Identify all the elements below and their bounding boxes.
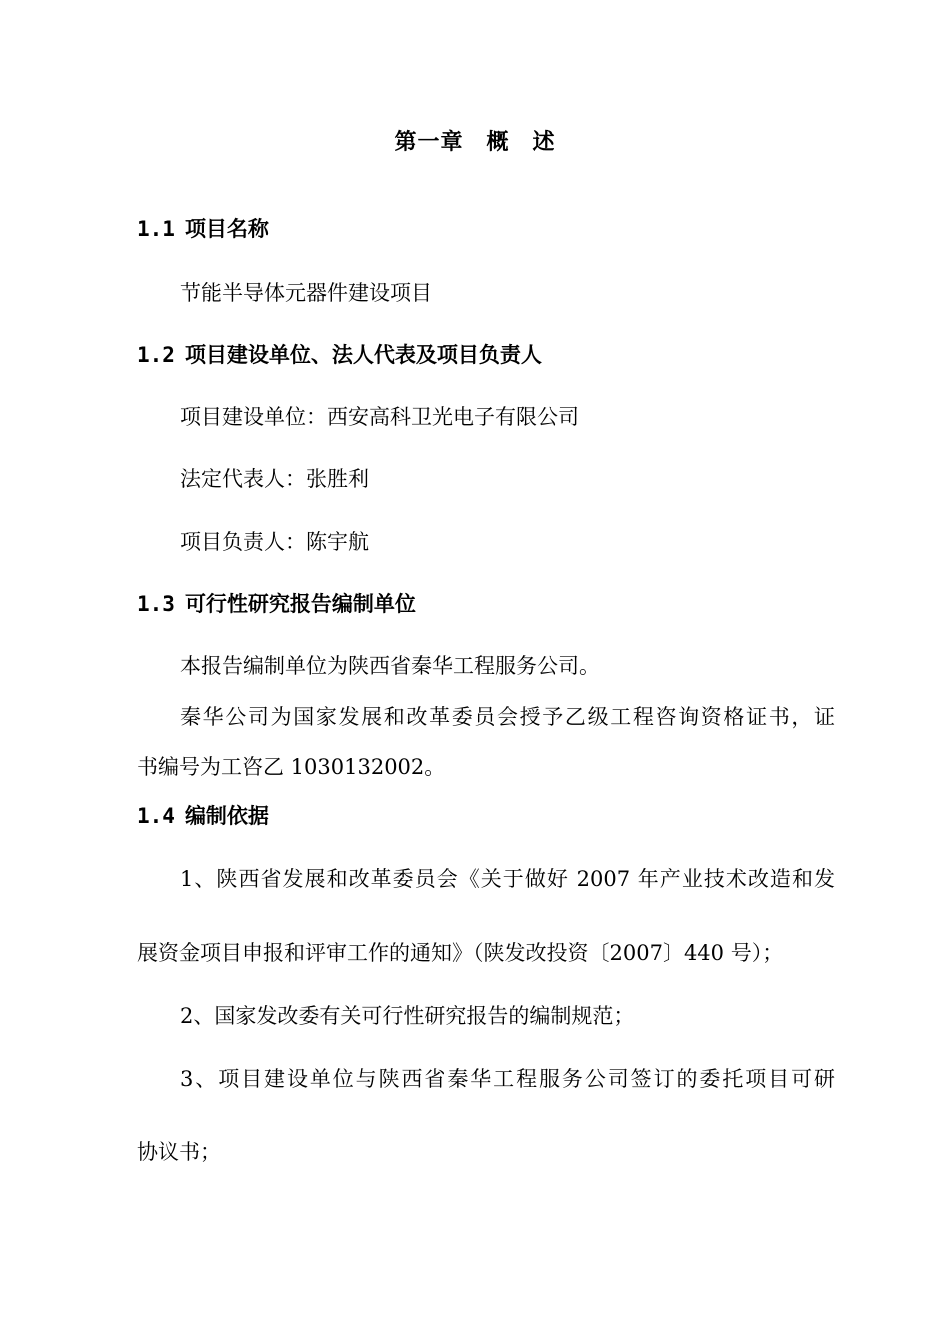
section-title: 可行性研究报告编制单位 — [184, 591, 416, 616]
section-number: 1.2 — [137, 343, 175, 367]
chapter-title: 第一章 概 述 — [394, 129, 556, 155]
section-number: 1.4 — [137, 804, 175, 828]
section-heading-1-3 — [137, 591, 416, 617]
section-number: 1.3 — [137, 592, 175, 616]
paragraph-line: 3、项目建设单位与陕西省秦华工程服务公司签订的委托项目可研 — [180, 1067, 835, 1091]
paragraph: 法定代表人：张胜利 — [180, 467, 369, 491]
section-number: 1.1 — [137, 217, 175, 241]
paragraph: 本报告编制单位为陕西省秦华工程服务公司。 — [180, 654, 600, 678]
paragraph: 节能半导体元器件建设项目 — [180, 281, 432, 305]
paragraph-line: 秦华公司为国家发展和改革委员会授予乙级工程咨询资格证书，证 — [180, 705, 835, 729]
section-title: 编制依据 — [184, 803, 269, 828]
section-title: 项目名称 — [184, 216, 269, 241]
paragraph: 项目负责人：陈宇航 — [180, 530, 369, 554]
paragraph-line: 展资金项目申报和评审工作的通知》（陕发改投资〔2007〕440 号）； — [137, 941, 784, 965]
section-heading-1-1 — [137, 216, 269, 242]
paragraph: 2、国家发改委有关可行性研究报告的编制规范； — [180, 1004, 635, 1028]
section-heading-1-2 — [137, 342, 542, 368]
paragraph-line: 1、陕西省发展和改革委员会《关于做好 2007 年产业技术改造和发 — [180, 867, 835, 891]
paragraph-line: 协议书； — [137, 1140, 221, 1164]
section-title: 项目建设单位、法人代表及项目负责人 — [184, 342, 542, 367]
section-heading-1-4 — [137, 803, 269, 829]
paragraph: 项目建设单位：西安高科卫光电子有限公司 — [180, 405, 579, 429]
paragraph-line: 书编号为工咨乙 1030132002。 — [137, 755, 446, 779]
